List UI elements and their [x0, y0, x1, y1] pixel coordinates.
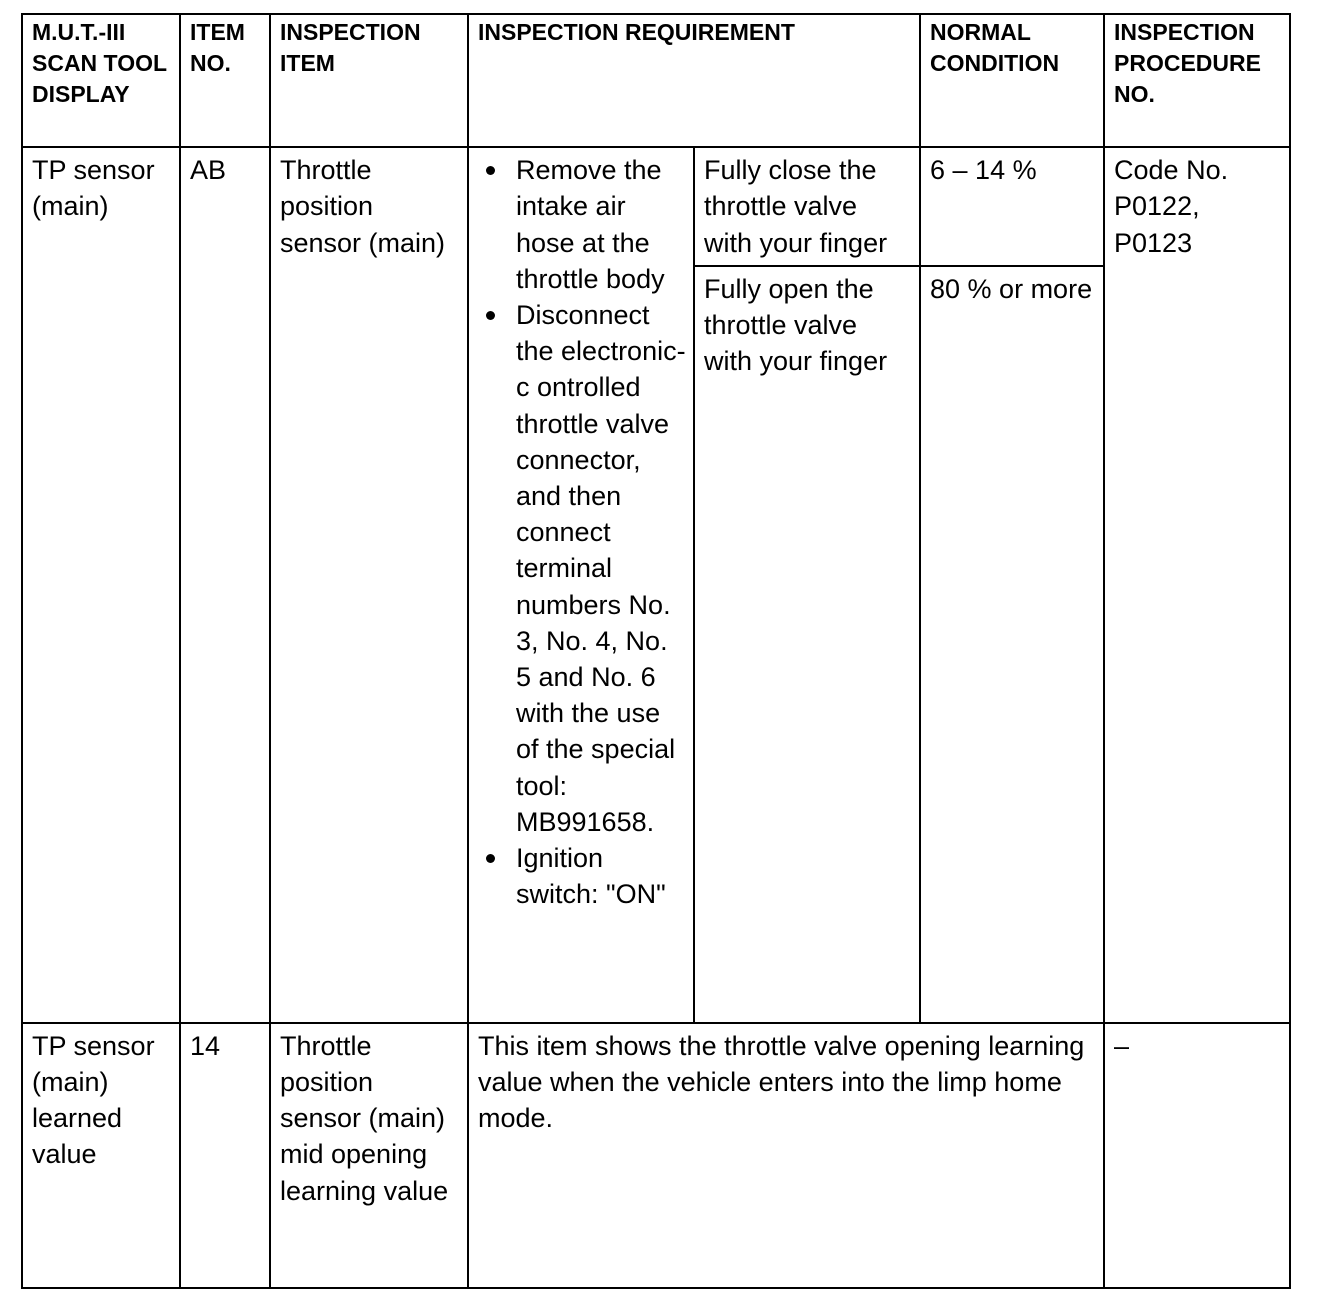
- list-item: Disconnect the electronic-c ontrolled throttle valve connector, and then connect terminal numbers No. 3, No. 4, No. 5 and No. 6 with the use of the special tool: MB991658.: [516, 297, 689, 840]
- list-item: Ignition switch: "ON": [516, 840, 689, 912]
- cell-requirement-open: Fully open the throttle valve with your finger: [694, 266, 920, 1023]
- cell-procedure: –: [1104, 1023, 1290, 1288]
- header-inspection-requirement: INSPECTION REQUIREMENT: [468, 14, 920, 147]
- list-item: Remove the intake air hose at the throttle body: [516, 152, 689, 297]
- conditions-list: [478, 152, 689, 912]
- cell-item-no: AB: [180, 147, 270, 1023]
- header-row: [22, 14, 1290, 147]
- table-row: [22, 1023, 1290, 1288]
- header-item-no: ITEM NO.: [180, 14, 270, 147]
- cell-normal-close: 6 – 14 %: [920, 147, 1104, 266]
- cell-requirement: This item shows the throttle valve opening learning value when the vehicle enters into the limp home mode.: [468, 1023, 1104, 1288]
- cell-display: TP sensor (main): [22, 147, 180, 1023]
- table-row: [22, 147, 1290, 266]
- inspection-table: [21, 13, 1291, 1289]
- header-normal-condition: NORMAL CONDITION: [920, 14, 1104, 147]
- cell-display: TP sensor (main) learned value: [22, 1023, 180, 1288]
- cell-inspection-item: Throttle position sensor (main): [270, 147, 468, 1023]
- cell-normal-open: 80 % or more: [920, 266, 1104, 1023]
- cell-procedure: Code No. P0122, P0123: [1104, 147, 1290, 1023]
- header-inspection-item: INSPECTION ITEM: [270, 14, 468, 147]
- header-inspection-procedure-no: INSPECTION PROCEDURE NO.: [1104, 14, 1290, 147]
- cell-conditions: [468, 147, 694, 1023]
- cell-requirement-close: Fully close the throttle valve with your finger: [694, 147, 920, 266]
- cell-item-no: 14: [180, 1023, 270, 1288]
- header-scan-tool-display: M.U.T.-III SCAN TOOL DISPLAY: [22, 14, 180, 147]
- cell-inspection-item: Throttle position sensor (main) mid opening learning value: [270, 1023, 468, 1288]
